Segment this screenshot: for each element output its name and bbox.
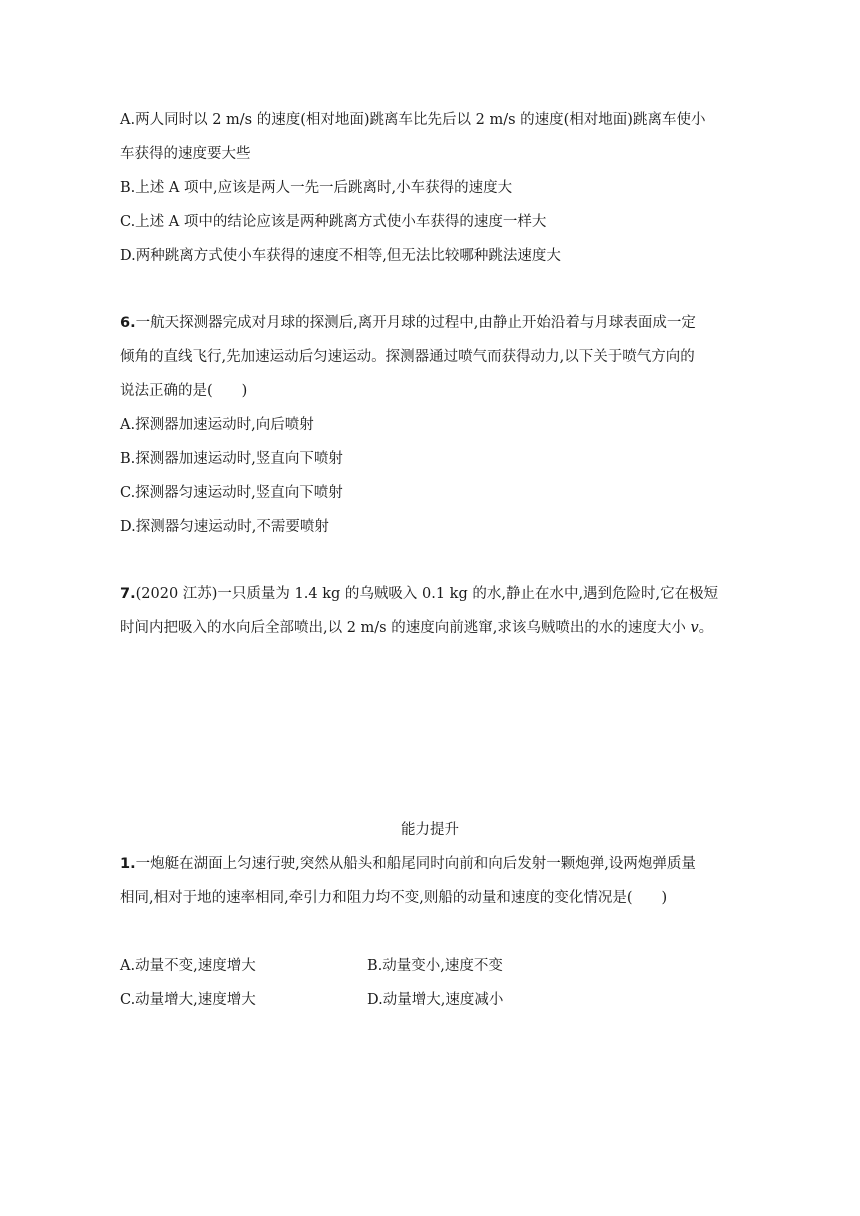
ability-q1-option-c: C.动量增大,速度增大 xyxy=(120,992,256,1008)
ability-q1-option-d: D.动量增大,速度减小 xyxy=(367,992,504,1008)
ability-q1-option-a: A.动量不变,速度增大 xyxy=(120,958,256,974)
q7-stem-text-1: (2020 江苏)一只质量为 1.4 kg 的乌贼吸入 0.1 kg 的水,静止在水中,遇到危险时,它在极短 xyxy=(135,586,719,602)
q6-stem-line1 xyxy=(120,313,696,333)
ability-q1-stem-line2: 相同,相对于地的速率相同,牵引力和阻力均不变,则船的动量和速度的变化情况是( ) xyxy=(120,890,668,906)
q6-stem-line2: 倾角的直线飞行,先加速运动后匀速运动。探测器通过喷气而获得动力,以下关于喷气方向的 xyxy=(120,349,695,365)
q6-option-a: A.探测器加速运动时,向后喷射 xyxy=(120,417,314,433)
q6-number: 6. xyxy=(120,315,136,331)
q6-option-b: B.探测器加速运动时,竖直向下喷射 xyxy=(120,451,343,467)
ability-q1-number: 1. xyxy=(120,856,136,872)
q7-stem-period: 。 xyxy=(698,620,714,636)
q6-stem-text-1: 一航天探测器完成对月球的探测后,离开月球的过程中,由静止开始沿着与月球表面成一定 xyxy=(135,315,696,331)
q7-stem-line1 xyxy=(120,584,718,604)
q5-option-c: C.上述 A 项中的结论应该是两种跳离方式使小车获得的速度一样大 xyxy=(120,214,547,230)
q7-variable-v: v xyxy=(690,620,699,636)
ability-q1-stem-text-1: 一炮艇在湖面上匀速行驶,突然从船头和船尾同时向前和向后发射一颗炮弹,设两炮弹质量 xyxy=(135,856,696,872)
q7-stem-line2 xyxy=(120,618,713,638)
section-title: 能力提升 xyxy=(401,822,459,838)
q5-option-a-line2: 车获得的速度要大些 xyxy=(120,146,251,162)
q6-stem-line3: 说法正确的是( ) xyxy=(120,383,248,399)
q6-option-d: D.探测器匀速运动时,不需要喷射 xyxy=(120,519,329,535)
q7-number: 7. xyxy=(120,586,136,602)
q5-option-a-line1: A.两人同时以 2 m/s 的速度(相对地面)跳离车比先后以 2 m/s 的速度(相对地面)跳离车使小 xyxy=(120,112,706,128)
ability-q1-stem-line1 xyxy=(120,854,696,874)
ability-q1-option-b: B.动量变小,速度不变 xyxy=(367,958,503,974)
q6-option-c: C.探测器匀速运动时,竖直向下喷射 xyxy=(120,485,343,501)
q7-stem-text-2: 时间内把吸入的水向后全部喷出,以 2 m/s 的速度向前逃窜,求该乌贼喷出的水的速度大小 xyxy=(120,620,691,636)
q5-option-d: D.两种跳离方式使小车获得的速度不相等,但无法比较哪种跳法速度大 xyxy=(120,248,561,264)
q5-option-b: B.上述 A 项中,应该是两人一先一后跳离时,小车获得的速度大 xyxy=(120,180,513,196)
